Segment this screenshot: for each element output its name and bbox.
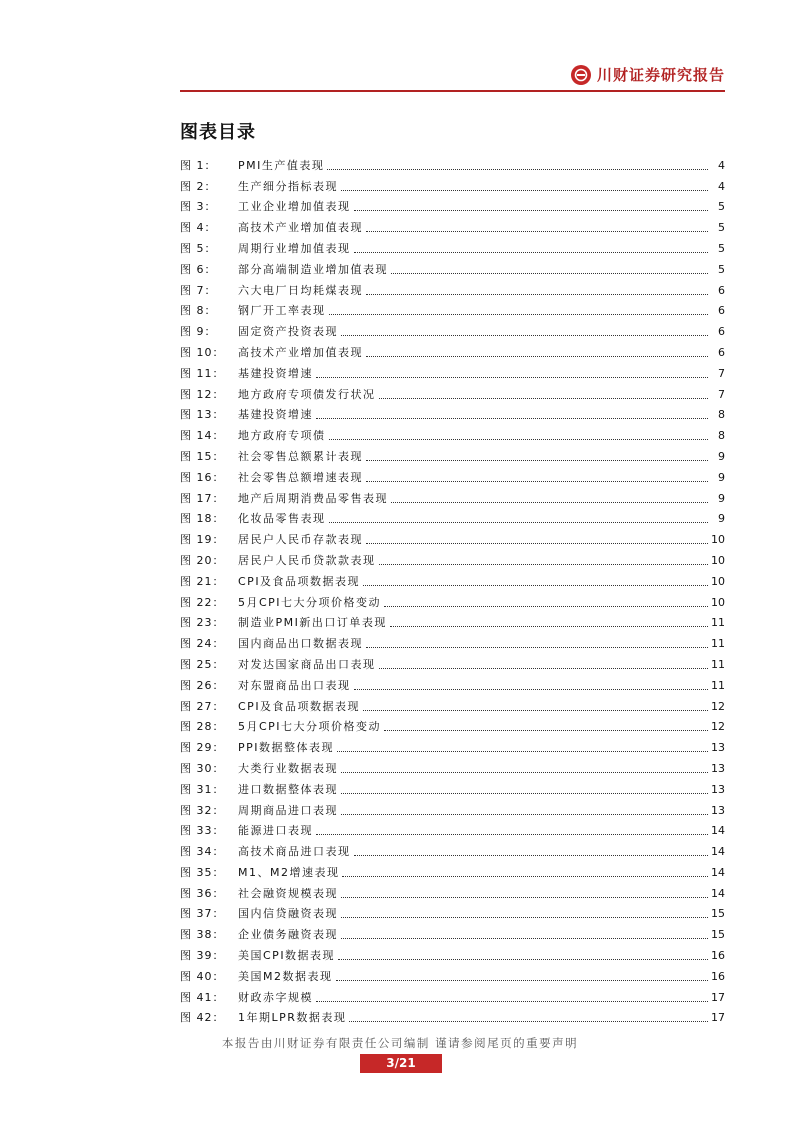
toc-figure-number: 图 7： <box>180 283 217 297</box>
toc-figure-title: 美国CPI数据表现 <box>238 949 336 963</box>
toc-leader-dots <box>366 542 708 544</box>
toc-leader-dots <box>341 792 708 794</box>
toc-page-number: 11 <box>711 637 725 651</box>
toc-figure-title: 居民户人民币存款表现 <box>238 533 363 547</box>
toc-entry[interactable] <box>180 859 725 880</box>
toc-page-number: 6 <box>718 304 725 318</box>
toc-figure-title: 能源进口表现 <box>238 824 313 838</box>
toc-figure-title: CPI及食品项数据表现 <box>238 574 361 588</box>
toc-entry[interactable] <box>180 921 725 942</box>
toc-page-number: 6 <box>718 345 725 359</box>
toc-figure-title: 财政赤字规模 <box>238 990 313 1004</box>
toc-entry[interactable] <box>180 464 725 485</box>
toc-figure-number: 图 22： <box>180 595 225 609</box>
toc-leader-dots <box>354 209 709 211</box>
toc-figure-title: M1、M2增速表现 <box>238 865 340 879</box>
chuancai-logo-icon <box>571 65 591 85</box>
toc-figure-number: 图 40： <box>180 969 225 983</box>
toc-page-number: 14 <box>711 824 725 838</box>
toc-entry[interactable] <box>180 693 725 714</box>
toc-leader-dots <box>366 480 708 482</box>
toc-leader-dots <box>363 709 708 711</box>
toc-leader-dots <box>341 813 708 815</box>
toc-entry[interactable] <box>180 526 725 547</box>
toc-leader-dots <box>337 750 708 752</box>
toc-figure-title: 生产细分指标表现 <box>238 179 338 193</box>
toc-figure-number: 图 16： <box>180 470 225 484</box>
toc-figure-title: 钢厂开工率表现 <box>238 304 326 318</box>
toc-figure-title: 制造业PMI新出口订单表现 <box>238 616 387 630</box>
toc-page-number: 8 <box>718 408 725 422</box>
footer-disclaimer: 本报告由川财证券有限责任公司编制 谨请参阅尾页的重要声明 <box>221 1036 579 1050</box>
toc-figure-title: 基建投资增速 <box>238 366 313 380</box>
toc-page-number: 14 <box>711 886 725 900</box>
toc-leader-dots <box>354 251 709 253</box>
toc-page-number: 9 <box>718 491 725 505</box>
toc-leader-dots <box>391 501 708 503</box>
toc-leader-dots <box>316 833 708 835</box>
toc-figure-title: 周期行业增加值表现 <box>238 241 351 255</box>
toc-page-number: 9 <box>718 449 725 463</box>
toc-entry[interactable] <box>180 838 725 859</box>
toc-page-number: 7 <box>718 366 725 380</box>
toc-figure-title: 基建投资增速 <box>238 408 313 422</box>
toc-figure-title: 5月CPI七大分项价格变动 <box>238 595 382 609</box>
toc-figure-title: 5月CPI七大分项价格变动 <box>238 720 382 734</box>
toc-leader-dots <box>341 896 708 898</box>
toc-figure-number: 图 10： <box>180 345 225 359</box>
toc-entry[interactable] <box>180 360 725 381</box>
toc-figure-title: 地方政府专项债发行状况 <box>238 387 376 401</box>
toc-entry[interactable] <box>180 963 725 984</box>
toc-figure-number: 图 34： <box>180 845 225 859</box>
toc-figure-title: 国内商品出口数据表现 <box>238 637 363 651</box>
toc-leader-dots <box>341 334 708 336</box>
toc-figure-title: PPI数据整体表现 <box>238 741 335 755</box>
toc-figure-title: 地方政府专项债 <box>238 429 326 443</box>
toc-page-number: 13 <box>711 782 725 796</box>
toc-figure-title: 社会零售总额增速表现 <box>238 470 363 484</box>
page-title: 图表目录 <box>180 122 256 143</box>
toc-figure-number: 图 6： <box>180 262 217 276</box>
toc-leader-dots <box>342 875 708 877</box>
page-indicator: 3/21 <box>360 1054 442 1073</box>
toc-entry[interactable] <box>180 942 725 963</box>
toc-entry[interactable] <box>180 298 725 319</box>
toc-figure-title: 1年期LPR数据表现 <box>238 1011 347 1025</box>
toc-page-number: 11 <box>711 657 725 671</box>
toc-page-number: 12 <box>711 699 725 713</box>
toc-page-number: 12 <box>711 720 725 734</box>
toc-figure-number: 图 26： <box>180 678 225 692</box>
toc-figure-number: 图 13： <box>180 408 225 422</box>
toc-leader-dots <box>327 168 708 170</box>
toc-entry[interactable] <box>180 734 725 755</box>
toc-entry[interactable] <box>180 818 725 839</box>
toc-figure-title: PMI生产值表现 <box>238 158 325 172</box>
toc-figure-number: 图 23： <box>180 616 225 630</box>
toc-figure-number: 图 17： <box>180 491 225 505</box>
toc-figure-number: 图 2： <box>180 179 217 193</box>
toc-page-number: 14 <box>711 845 725 859</box>
toc-leader-dots <box>341 937 708 939</box>
toc-leader-dots <box>316 1000 708 1002</box>
toc-entry[interactable] <box>180 755 725 776</box>
toc-leader-dots <box>366 293 708 295</box>
toc-entry[interactable] <box>180 422 725 443</box>
toc-entry[interactable] <box>180 901 725 922</box>
toc-figure-number: 图 11： <box>180 366 225 380</box>
toc-leader-dots <box>384 729 708 731</box>
toc-page-number: 10 <box>711 574 725 588</box>
toc-page-number: 8 <box>718 429 725 443</box>
toc-page-number: 13 <box>711 761 725 775</box>
toc-page-number: 10 <box>711 595 725 609</box>
toc-figure-number: 图 29： <box>180 741 225 755</box>
toc-page-number: 14 <box>711 865 725 879</box>
toc-entry[interactable] <box>180 402 725 423</box>
toc-leader-dots <box>390 625 708 627</box>
toc-page-number: 16 <box>711 949 725 963</box>
toc-figure-title: 企业债务融资表现 <box>238 928 338 942</box>
toc-page-number: 10 <box>711 533 725 547</box>
toc-entry[interactable] <box>180 381 725 402</box>
toc-leader-dots <box>316 376 708 378</box>
toc-figure-title: 居民户人民币贷款款表现 <box>238 553 376 567</box>
toc-page-number: 15 <box>711 907 725 921</box>
toc-figure-number: 图 28： <box>180 720 225 734</box>
toc-figure-number: 图 33： <box>180 824 225 838</box>
toc-page-number: 5 <box>718 221 725 235</box>
toc-page-number: 4 <box>718 158 725 172</box>
toc-figure-number: 图 18： <box>180 512 225 526</box>
toc-figure-number: 图 31： <box>180 782 225 796</box>
toc-figure-title: 高技术商品进口表现 <box>238 845 351 859</box>
toc-entry[interactable] <box>180 589 725 610</box>
toc-entry[interactable] <box>180 485 725 506</box>
toc-entry[interactable] <box>180 214 725 235</box>
toc-leader-dots <box>366 230 708 232</box>
toc-page-number: 5 <box>718 262 725 276</box>
toc-page-number: 13 <box>711 803 725 817</box>
toc-leader-dots <box>379 397 709 399</box>
toc-leader-dots <box>329 313 709 315</box>
toc-figure-title: 地产后周期消费品零售表现 <box>238 491 388 505</box>
toc-figure-number: 图 37： <box>180 907 225 921</box>
toc-entry[interactable] <box>180 547 725 568</box>
toc-entry[interactable] <box>180 984 725 1005</box>
toc-entry[interactable] <box>180 318 725 339</box>
toc-leader-dots <box>384 605 708 607</box>
toc-figure-number: 图 19： <box>180 533 225 547</box>
toc-entry[interactable] <box>180 630 725 651</box>
toc-entry[interactable] <box>180 173 725 194</box>
toc-leader-dots <box>366 459 708 461</box>
toc-entry[interactable] <box>180 651 725 672</box>
toc-figure-number: 图 36： <box>180 886 225 900</box>
toc-entry[interactable] <box>180 339 725 360</box>
toc-page-number: 13 <box>711 741 725 755</box>
toc-leader-dots <box>366 355 708 357</box>
toc-entry[interactable] <box>180 797 725 818</box>
toc-figure-number: 图 35： <box>180 865 225 879</box>
toc-leader-dots <box>341 189 708 191</box>
toc-leader-dots <box>329 521 709 523</box>
toc-leader-dots <box>354 688 709 690</box>
toc-figure-number: 图 8： <box>180 304 217 318</box>
toc-entry[interactable] <box>180 152 725 173</box>
toc-figure-number: 图 25： <box>180 657 225 671</box>
toc-figure-title: 高技术产业增加值表现 <box>238 345 363 359</box>
toc-page-number: 5 <box>718 200 725 214</box>
toc-leader-dots <box>338 958 708 960</box>
toc-page-number: 6 <box>718 283 725 297</box>
toc-entry[interactable] <box>180 235 725 256</box>
toc-figure-title: CPI及食品项数据表现 <box>238 699 361 713</box>
toc-figure-number: 图 41： <box>180 990 225 1004</box>
toc-entry[interactable] <box>180 194 725 215</box>
toc-figure-number: 图 32： <box>180 803 225 817</box>
toc-figure-number: 图 14： <box>180 429 225 443</box>
toc-leader-dots <box>379 563 709 565</box>
toc-figure-title: 美国M2数据表现 <box>238 969 333 983</box>
toc-figure-number: 图 1： <box>180 158 217 172</box>
toc-figure-title: 对东盟商品出口表现 <box>238 678 351 692</box>
toc-entry[interactable] <box>180 776 725 797</box>
toc-page-number: 16 <box>711 969 725 983</box>
toc-entry[interactable] <box>180 880 725 901</box>
toc-figure-title: 部分高端制造业增加值表现 <box>238 262 388 276</box>
toc-figure-number: 图 20： <box>180 553 225 567</box>
toc-leader-dots <box>336 979 709 981</box>
toc-figure-title: 对发达国家商品出口表现 <box>238 657 376 671</box>
toc-figure-title: 周期商品进口表现 <box>238 803 338 817</box>
toc-page-number: 4 <box>718 179 725 193</box>
toc-figure-title: 化妆品零售表现 <box>238 512 326 526</box>
figure-toc <box>180 152 725 1025</box>
toc-figure-number: 图 5： <box>180 241 217 255</box>
toc-leader-dots <box>316 417 708 419</box>
toc-figure-number: 图 38： <box>180 928 225 942</box>
toc-page-number: 11 <box>711 616 725 630</box>
toc-leader-dots <box>341 771 708 773</box>
toc-figure-number: 图 12： <box>180 387 225 401</box>
toc-figure-title: 国内信贷融资表现 <box>238 907 338 921</box>
toc-figure-title: 工业企业增加值表现 <box>238 200 351 214</box>
toc-figure-title: 大类行业数据表现 <box>238 761 338 775</box>
toc-leader-dots <box>354 854 709 856</box>
toc-figure-number: 图 3： <box>180 200 217 214</box>
toc-entry[interactable] <box>180 256 725 277</box>
toc-entry[interactable] <box>180 443 725 464</box>
toc-page-number: 9 <box>718 512 725 526</box>
toc-figure-title: 进口数据整体表现 <box>238 782 338 796</box>
report-header <box>180 62 725 92</box>
toc-entry[interactable] <box>180 506 725 527</box>
toc-page-number: 11 <box>711 678 725 692</box>
toc-leader-dots <box>366 646 708 648</box>
brand <box>571 64 725 85</box>
toc-figure-number: 图 4： <box>180 221 217 235</box>
toc-page-number: 15 <box>711 928 725 942</box>
toc-entry[interactable] <box>180 672 725 693</box>
toc-figure-number: 图 15： <box>180 449 225 463</box>
toc-page-number: 9 <box>718 470 725 484</box>
toc-figure-number: 图 21： <box>180 574 225 588</box>
toc-leader-dots <box>363 584 708 586</box>
toc-page-number: 17 <box>711 990 725 1004</box>
toc-entry[interactable] <box>180 714 725 735</box>
toc-figure-title: 社会零售总额累计表现 <box>238 449 363 463</box>
toc-page-number: 6 <box>718 325 725 339</box>
toc-entry[interactable] <box>180 1005 725 1026</box>
toc-page-number: 7 <box>718 387 725 401</box>
toc-figure-number: 图 9： <box>180 325 217 339</box>
toc-figure-number: 图 30： <box>180 761 225 775</box>
toc-figure-title: 六大电厂日均耗煤表现 <box>238 283 363 297</box>
toc-figure-title: 高技术产业增加值表现 <box>238 221 363 235</box>
toc-leader-dots <box>349 1020 708 1022</box>
toc-leader-dots <box>379 667 709 669</box>
toc-page-number: 10 <box>711 553 725 567</box>
toc-figure-number: 图 24： <box>180 637 225 651</box>
toc-entry[interactable] <box>180 610 725 631</box>
toc-leader-dots <box>391 272 708 274</box>
toc-page-number: 5 <box>718 241 725 255</box>
brand-name: 川财证券研究报告 <box>596 66 725 84</box>
toc-entry[interactable] <box>180 277 725 298</box>
toc-figure-number: 图 27： <box>180 699 225 713</box>
toc-entry[interactable] <box>180 568 725 589</box>
toc-figure-title: 社会融资规模表现 <box>238 886 338 900</box>
toc-leader-dots <box>341 916 708 918</box>
toc-page-number: 17 <box>711 1011 725 1025</box>
toc-figure-number: 图 42： <box>180 1011 225 1025</box>
toc-figure-title: 固定资产投资表现 <box>238 325 338 339</box>
toc-leader-dots <box>329 438 709 440</box>
toc-figure-number: 图 39： <box>180 949 225 963</box>
